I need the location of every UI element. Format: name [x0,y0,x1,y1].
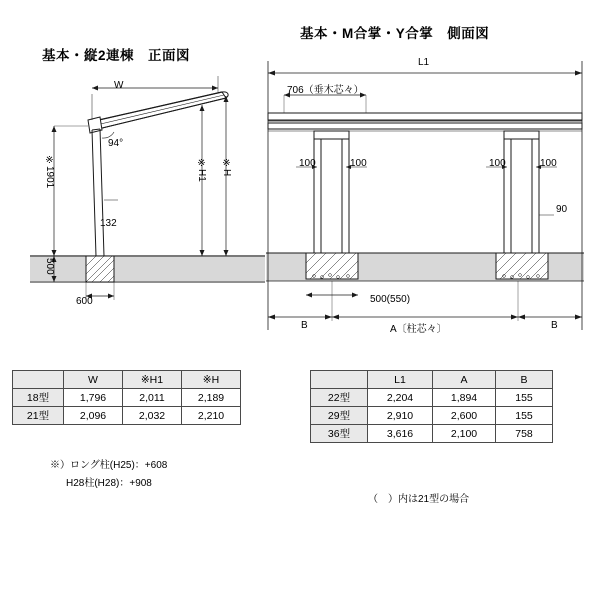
row-type: 36型 [311,425,368,443]
header-type [13,371,64,389]
left-dim-132: 132 [100,218,117,229]
right-dim-b-right: B [551,320,558,331]
header-h1: ※H1 [123,371,182,389]
cell-b: 155 [496,407,553,425]
spec-table-right [310,370,553,443]
left-dim-1901: ※1901 [44,155,55,189]
table-row [311,407,553,425]
cell-h1: 2,032 [123,407,182,425]
cell-b: 155 [496,389,553,407]
table-header-row [13,371,241,389]
right-footing-dim: 500(550) [370,294,411,305]
right-dim-l1: L1 [418,57,430,68]
header-w: W [64,371,123,389]
cell-w: 1,796 [64,389,123,407]
left-dim-w: W [114,80,124,91]
left-dim-h: ※H [221,158,232,177]
right-dim-a: A〔柱芯々〕 [390,324,447,335]
left-dim-600: 600 [76,296,93,307]
left-elevation-drawing [30,60,265,350]
row-type: 22型 [311,389,368,407]
header-b: B [496,371,553,389]
cell-h1: 2,011 [123,389,182,407]
left-spec-table [12,370,241,425]
cell-w: 2,096 [64,407,123,425]
header-type [311,371,368,389]
right-dim-100-a: 100 [299,158,316,169]
table-row [13,407,241,425]
note-long-post: ※）ロング柱(H25)：+608 [50,460,168,471]
left-diagram-title: 基本・縦2連棟 正面図 [42,48,191,63]
right-spec-table [310,370,553,443]
cell-a: 2,100 [433,425,496,443]
cell-h: 2,189 [182,389,241,407]
table-row [311,389,553,407]
right-dim-b-left: B [301,320,308,331]
cell-h: 2,210 [182,407,241,425]
right-dim-100-b: 100 [350,158,367,169]
table-header-row [311,371,553,389]
row-type: 18型 [13,389,64,407]
right-side-view-drawing [266,55,584,345]
header-h: ※H [182,371,241,389]
right-dim-100-d: 100 [540,158,557,169]
table-row [13,389,241,407]
cell-l1: 2,204 [368,389,433,407]
right-rafter-706: 706（垂木芯々） [287,85,364,96]
cell-a: 1,894 [433,389,496,407]
right-dim-100-c: 100 [489,158,506,169]
spec-table-left [12,370,241,425]
table-row [311,425,553,443]
cell-b: 758 [496,425,553,443]
left-dim-h1: ※H1 [196,158,207,182]
row-type: 29型 [311,407,368,425]
cell-l1: 3,616 [368,425,433,443]
right-dim-90: 90 [556,204,568,215]
left-angle-94: 94° [108,138,124,149]
note-21type: （ ）内は21型の場合 [368,494,470,505]
right-diagram-title: 基本・M合掌・Y合掌 側面図 [300,26,490,41]
note-h28-post: H28柱(H28)：+908 [66,478,152,489]
cell-a: 2,600 [433,407,496,425]
left-dim-500: 500 [44,258,55,275]
cell-l1: 2,910 [368,407,433,425]
header-a: A [433,371,496,389]
header-l1: L1 [368,371,433,389]
row-type: 21型 [13,407,64,425]
